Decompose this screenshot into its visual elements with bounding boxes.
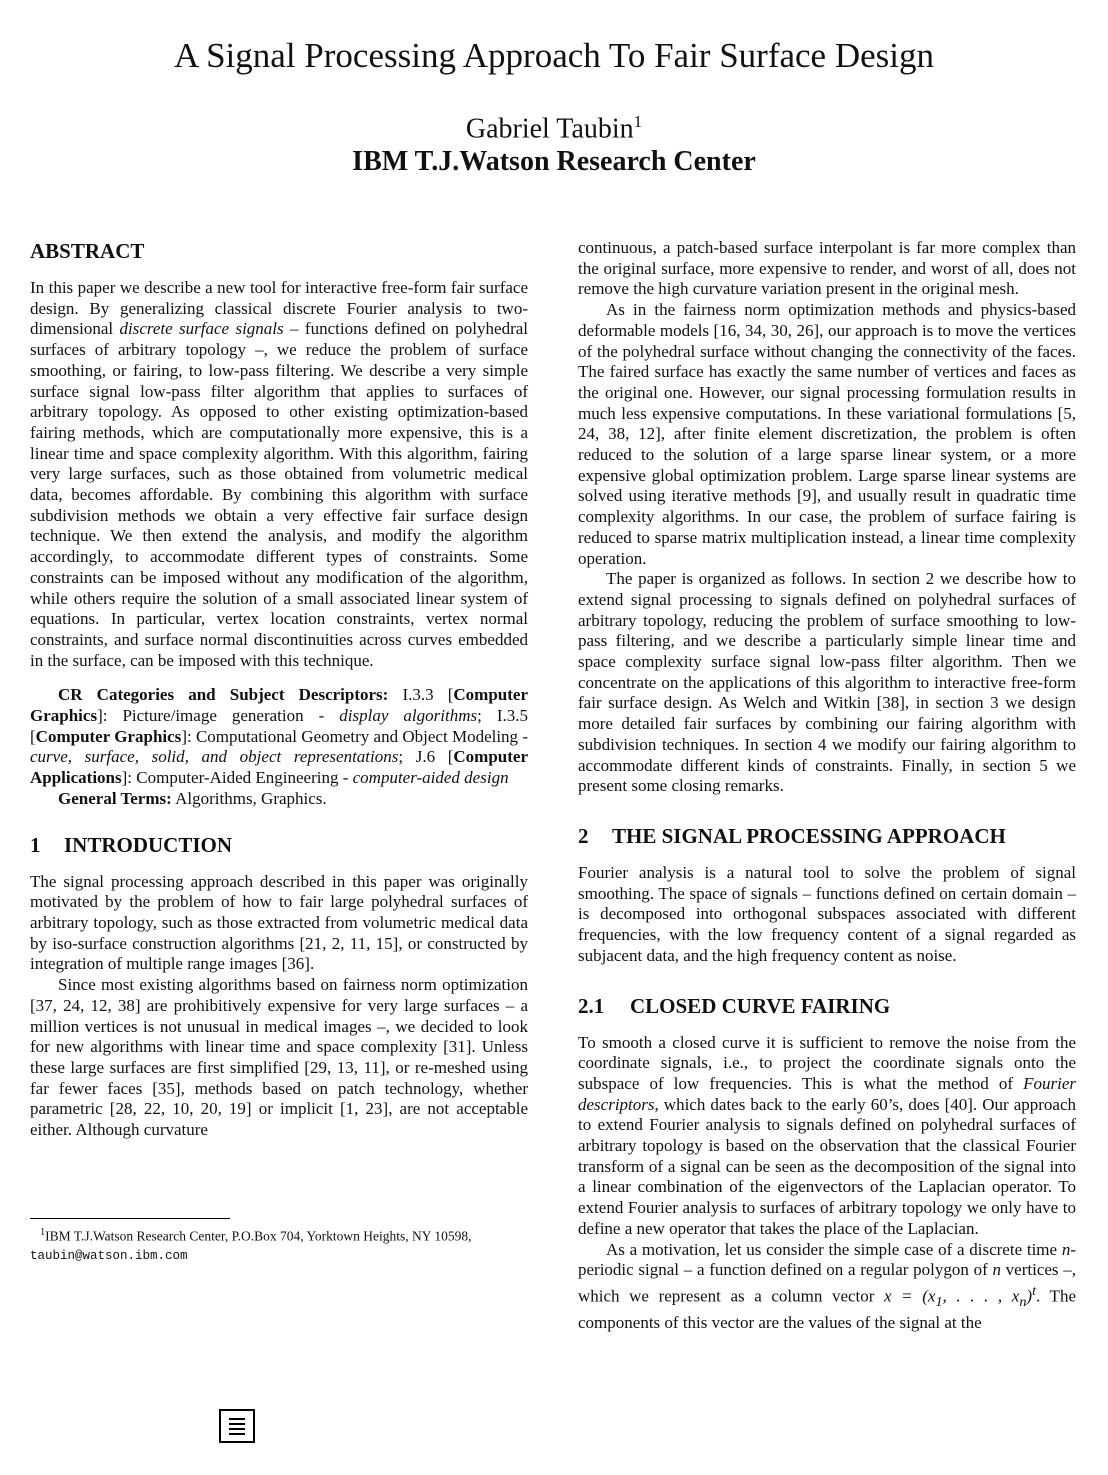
affiliation: IBM T.J.Watson Research Center	[352, 146, 756, 177]
cr-text: ; J.6 [	[398, 747, 454, 767]
intro-paragraph-4: As in the fairness norm optimization methods and physics-based deformable models [16, 34, 30, 26], our approach is to move the vertices of the polyhedral surface without changing the connectivity of the faces. The faired surface has exactly the same number of vertices and faces as the original one. However, our signal processing formulation results in much less expensive computations. In these variational formulations [5, 24, 38, 12], after finite element discretization, the problem is often reduced to the solution of a large sparse linear system, or a more expensive global optimization problem. Large sparse linear systems are solved using iterative methods [9], and usually result in quadratic time complexity algorithms. In our case, the problem of surface fairing is reduced to sparse matrix multiplication instead, a linear time complexity operation.	[578, 300, 1076, 568]
general-terms	[30, 789, 528, 810]
section21-paragraph-1	[578, 1033, 1076, 1240]
section2-heading	[578, 823, 1076, 849]
document-icon	[219, 1409, 255, 1443]
section21-heading	[578, 993, 1076, 1019]
section21-text: vertices –, which we represent as a column vector	[578, 1260, 1076, 1306]
intro-paragraph-2: Since most existing algorithms based on fairness norm optimization [37, 24, 12, 38] are prohibitively expensive for very large surfaces – a million vertices is not unusual in medical images –, we decided to look for new algorithms with linear time and space complexity [31]. Unless these large surfaces are first simplified [29, 13, 11], or re-meshed using far fewer faces [35], methods based on patch technology, whether parametric [28, 22, 10, 20, 19] or implicit [1, 23], are not acceptable either. Although curvature	[30, 975, 528, 1140]
footnote-mark: 1	[40, 1227, 46, 1238]
intro-paragraph-1: The signal processing approach described in this paper was originally motivated by the problem of how to fair large polyhedral surfaces of arbitrary topology, such as those extracted from volumetric medical data by iso-surface construction algorithms [21, 2, 11, 15], or constructed by integration of multiple range images [36].	[30, 871, 528, 974]
right-column	[578, 238, 1076, 1333]
cr-em: computer-aided design	[352, 768, 509, 788]
paper-title: A Signal Processing Approach To Fair Surface Design	[174, 36, 934, 75]
cr-bold: Computer Graphics	[30, 685, 528, 726]
section-number: 2	[578, 823, 589, 848]
intro-paragraph-5: The paper is organized as follows. In section 2 we describe how to extend signal processing to signals defined on polyhedral surfaces of arbitrary topology, reducing the problem of surface smoothing to low-pass filtering, and we describe a particularly simple linear time and space complexity surface signal low-pass filter algorithm. Then we concentrate on the applications of this algorithm to interactive free-form fair surface design. As Welch and Witkin [38], in section 3 we design more detailed fair surfaces by combining our fairing algorithm with subdivision techniques. In section 4 we modify our fairing algorithm to accommodate different kinds of constraints. Finally, in section 5 we present some closing remarks.	[578, 569, 1076, 796]
section21-emphasis: Fourier descriptors	[578, 1073, 1076, 1114]
section21-text: As a motivation, let us consider the simple case of a discrete time	[606, 1239, 1062, 1259]
cr-bold: Computer Graphics	[35, 726, 182, 746]
intro-heading	[30, 832, 528, 858]
author-name	[0, 104, 1108, 147]
cr-text: ; I.3.5 [	[30, 706, 528, 746]
math-superscript: t	[1032, 1282, 1037, 1299]
cr-bold: Computer Applications	[30, 747, 528, 788]
footnote-email: taubin@watson.ibm.com	[30, 1248, 188, 1263]
cr-text: ]: Picture/image generation -	[97, 706, 340, 726]
abstract-paragraph	[30, 278, 528, 671]
math-subscript: n	[1019, 1293, 1027, 1310]
section-title: CLOSED CURVE FAIRING	[630, 993, 891, 1018]
author-footnote-mark: 1	[633, 112, 643, 131]
section21-text: . The components of this vector are the values of the signal at the	[578, 1286, 1076, 1332]
footnote-rule	[30, 1218, 230, 1219]
section-title: INTRODUCTION	[64, 832, 233, 857]
cr-categories	[30, 685, 528, 789]
section2-paragraph: Fourier analysis is a natural tool to solve the problem of signal smoothing. The space of signals – functions defined on certain domain – is decomposed into orthogonal subspaces associated with different frequencies, with the low frequency content of a signal regarded as subjacent data, and the high frequency content as noise.	[578, 862, 1076, 965]
abstract-text-1: In this paper we describe a new tool for interactive free-form fair surface design. By generalizing classical discrete Fourier analysis to two-dimensional	[30, 278, 528, 339]
cr-text: ]: Computational Geometry and Object Modeling -	[181, 726, 528, 746]
cr-em: display algorithms	[339, 706, 478, 726]
section21-text: To smooth a closed curve it is sufficient to remove the noise from the coordinate signals, i.e., to project the coordinate signals onto the subspace of low frequencies. This is what the method of	[578, 1032, 1076, 1093]
math-symbol: n	[1061, 1239, 1071, 1259]
cr-label: CR Categories and Subject Descriptors:	[58, 685, 389, 705]
math-vector: x = (x	[884, 1286, 936, 1306]
section21-paragraph-2	[578, 1240, 1076, 1334]
math-symbol: n	[992, 1260, 1001, 1280]
cr-text: I.3.3 [	[388, 685, 454, 705]
math-vector: , . . . , x	[942, 1286, 1020, 1306]
section21-text: -periodic signal – a function defined on a regular polygon of	[578, 1239, 1076, 1280]
left-column	[30, 238, 528, 1141]
general-terms-label: General Terms:	[58, 788, 172, 808]
section-title: THE SIGNAL PROCESSING APPROACH	[612, 823, 1006, 848]
footnote	[30, 1224, 528, 1265]
cr-em: curve, surface, solid, and object representations	[30, 747, 399, 767]
cr-text: ]: Computer-Aided Engineering -	[121, 768, 353, 788]
abstract-text-2: – functions defined on polyhedral surfaces of arbitrary topology –, we reduce the problem of surface smoothing, or fairing, to low-pass filtering. We describe a very simple surface signal low-pass filter algorithm that applies to surfaces of arbitrary topology. As opposed to other existing optimization-based fairing methods, which are computationally more expensive, this is a linear time and space complexity algorithm. With this algorithm, fairing very large surfaces, such as those obtained from volumetric medical data, becomes affordable. By combining this algorithm with surface subdivision methods we obtain a very effective fair surface design technique. We then extend the analysis, and modify the algorithm accordingly, to accommodate different types of constraints. Some constraints can be imposed without any modification of the algorithm, while others require the solution of a small associated linear system of equations. In particular, vertex location constraints, vertex normal constraints, and surface normal discontinuities across curves embedded in the surface, can be imposed with this technique.	[30, 319, 528, 670]
section-number: 1	[30, 832, 41, 857]
footnote-text: IBM T.J.Watson Research Center, P.O.Box 704, Yorktown Heights, NY 10598,	[45, 1228, 472, 1244]
math-subscript: 1	[935, 1293, 943, 1310]
abstract-heading: ABSTRACT	[30, 239, 145, 263]
general-terms-text: Algorithms, Graphics.	[171, 788, 327, 808]
intro-paragraph-3: continuous, a patch-based surface interpolant is far more complex than the original surface, more expensive to render, and worst of all, does not remove the high curvature variation present in the original mesh.	[578, 238, 1076, 299]
math-vector: )	[1026, 1286, 1033, 1306]
section-number: 2.1	[578, 993, 605, 1018]
abstract-emphasis: discrete surface signals	[119, 319, 284, 339]
section21-text: , which dates back to the early 60’s, does [40]. Our approach to extend Fourier analysis to signals defined on polyhedral surfaces of arbitrary topology is based on the observation that the classical Fourier transform of a signal can be seen as the decomposition of the signal into a linear combination of the eigenvectors of the Laplacian operator. To extend Fourier analysis to surfaces of arbitrary topology we only have to define a new operator that takes the place of the Laplacian.	[578, 1094, 1076, 1238]
author-name-text: Gabriel Taubin	[465, 113, 634, 145]
